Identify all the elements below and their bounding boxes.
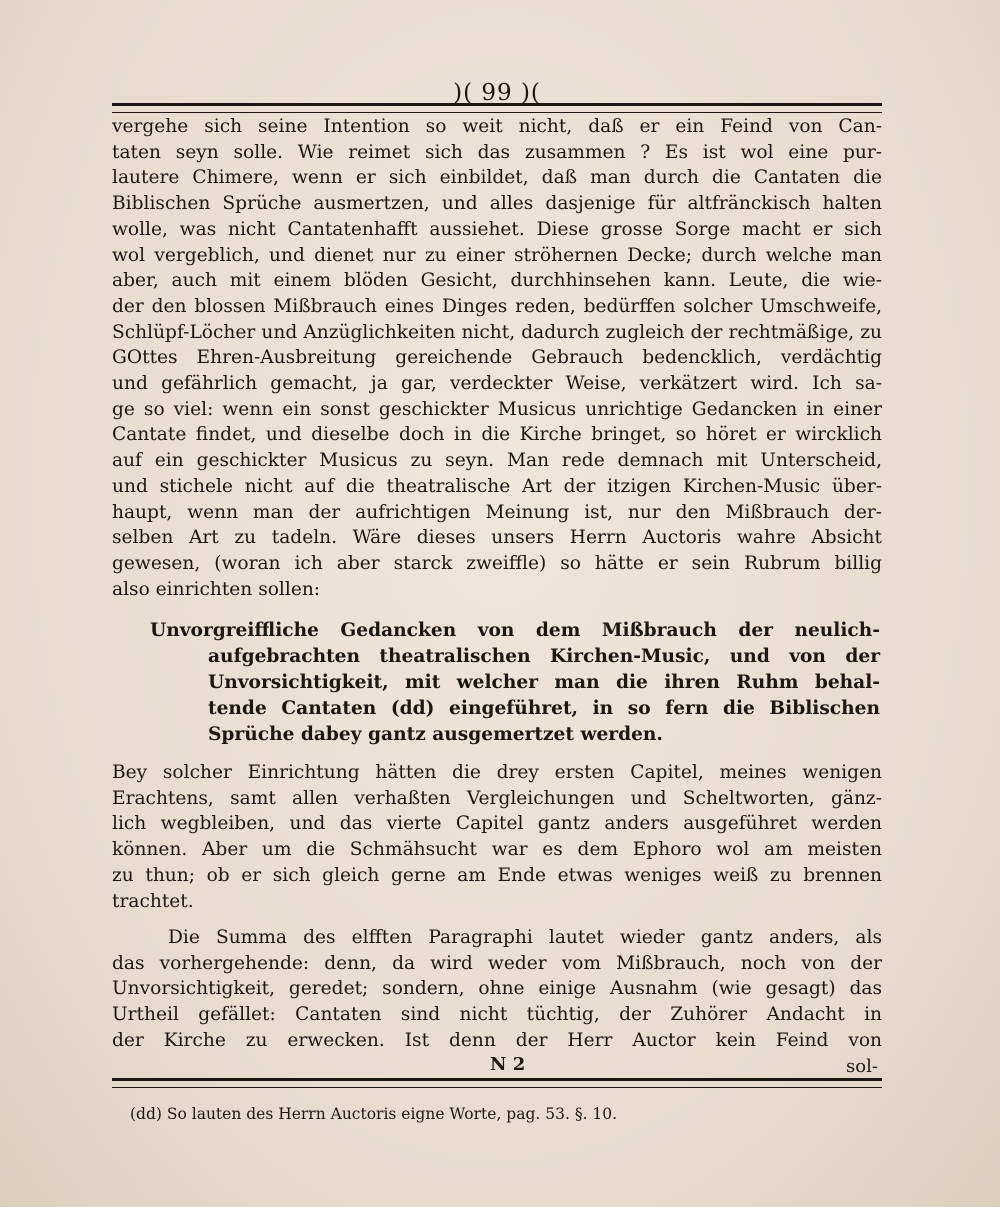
paragraph-1 [112, 114, 882, 602]
text-line: trachtet. [112, 890, 194, 912]
text-line: wolle, was nicht Cantatenhafft aussiehet. Diese grosse Sorge macht er sich [112, 218, 882, 240]
footnote: (dd) So lauten des Herrn Auctoris eigne Worte, pag. 53. §. 10. [130, 1105, 618, 1123]
signature-mark: N 2 [490, 1054, 526, 1075]
text-line: zu thun; ob er sich gleich gerne am Ende etwas weniges weiß zu brennen [112, 864, 882, 886]
text-line: können. Aber um die Schmähsucht war es dem Ephoro wol am meisten [112, 839, 882, 861]
text-line: gewesen, (woran ich aber starck zweiffle) so hätte er sein Rubrum billig [112, 552, 882, 574]
text-line: der den blossen Mißbrauch eines Dinges reden, bedürffen solcher Umschweife, [112, 295, 882, 317]
text-line: lich wegbleiben, und das vierte Capitel gantz anders ausgeführet werden [112, 813, 882, 835]
text-line: der Kirche zu erwecken. Ist denn der Herr Auctor kein Feind von [112, 1029, 882, 1051]
title-line: Unvorsichtigkeit, mit welcher man die ihren Ruhm behal- [208, 672, 880, 693]
text-line: aber, auch mit einem blöden Gesicht, durchhinsehen kann. Leute, die wie- [112, 270, 882, 292]
title-line: Sprüche dabey gantz ausgemertzet werden. [208, 724, 663, 745]
catchword: sol- [846, 1056, 878, 1077]
paragraph-2 [112, 760, 882, 914]
text-line: taten seyn solle. Wie reimet sich das zusammen ? Es ist wol eine pur- [112, 141, 882, 163]
text-line: haupt, wenn man der aufrichtigen Meinung ist, nur den Mißbrauch der- [112, 501, 882, 523]
text-line: Bey solcher Einrichtung hätten die drey ersten Capitel, meines wenigen [112, 762, 882, 783]
text-line: also einrichten sollen: [112, 578, 321, 600]
text-line: GOttes Ehren-Ausbreitung gereichende Gebrauch bedencklich, verdächtig [112, 347, 882, 369]
text-line: Cantate findet, und dieselbe doch in die Kirche bringet, so höret er wircklich [112, 424, 882, 446]
text-line: wol vergeblich, und dienet nur zu einer ströhernen Decke; durch welche man [112, 244, 882, 266]
text-line: Unvorsichtigkeit, geredet; sondern, ohne einige Ausnahm (wie gesagt) das [112, 978, 882, 1000]
title-line: tende Cantaten (dd) eingeführet, in so fern die Biblischen [208, 698, 880, 719]
text-line: Biblischen Sprüche ausmertzen, und alles dasjenige für altfränckisch halten [112, 193, 882, 215]
text-line: Schlüpf-Löcher und Anzüglichkeiten nicht, dadurch zugleich der rechtmäßige, zu [112, 321, 882, 343]
text-line: lautere Chimere, wenn er sich einbildet, daß man durch die Cantaten die [112, 167, 882, 189]
page-number-header: )( 99 )( [453, 80, 541, 106]
text-line: und stichele nicht auf die theatralische Art der itzigen Kirchen-Music über- [112, 475, 882, 497]
text-line: Urtheil gefället: Cantaten sind nicht tüchtig, der Zuhörer Andacht in [112, 1004, 882, 1026]
text-line: Die Summa des elfften Paragraphi lautet wieder gantz anders, als [168, 927, 882, 948]
header-rule [112, 103, 882, 113]
text-line: selben Art zu tadeln. Wäre dieses unsers Herrn Auctoris wahre Absicht [112, 527, 882, 549]
text-line: das vorhergehende: denn, da wird weder vom Mißbrauch, noch von der [112, 952, 882, 974]
footnote-rule [112, 1078, 882, 1088]
text-line: auf ein geschickter Musicus zu seyn. Man rede demnach mit Unterscheid, [112, 450, 882, 472]
proposed-title [150, 618, 880, 748]
text-line: Erachtens, samt allen verhaßten Vergleichungen und Scheltworten, gänz- [112, 787, 882, 809]
text-line: vergehe sich seine Intention so weit nicht, daß er ein Feind von Can- [112, 116, 882, 137]
paragraph-3 [112, 925, 882, 1054]
text-line: und gefährlich gemacht, ja gar, verdeckter Weise, verkätzert wird. Ich sa- [112, 373, 882, 395]
title-line: Unvorgreiffliche Gedancken von dem Mißbrauch der neulich- [150, 620, 880, 641]
text-line: ge so viel: wenn ein sonst geschickter Musicus unrichtige Gedancken in einer [112, 398, 882, 420]
title-line: aufgebrachten theatralischen Kirchen-Music, und von der [208, 646, 880, 667]
